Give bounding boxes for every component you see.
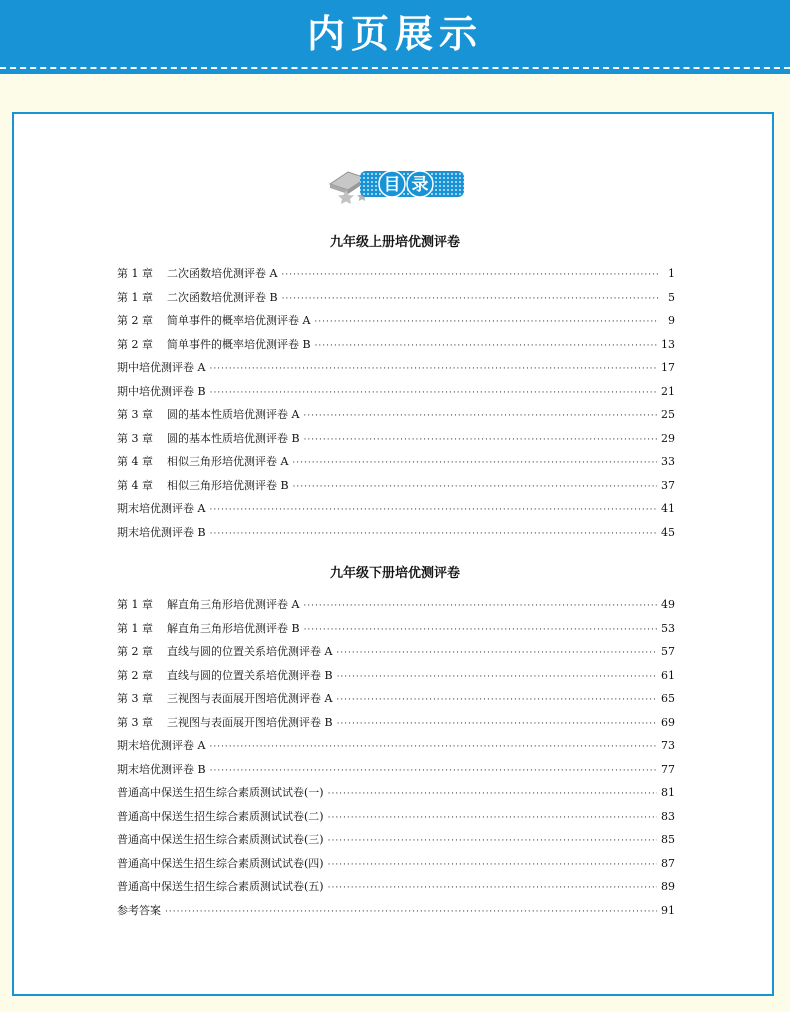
- toc-entry[interactable]: [117, 640, 675, 664]
- toc-entry[interactable]: [117, 781, 675, 805]
- toc-entry-label: 第 1 章 二次函数培优测评卷 B: [117, 290, 278, 304]
- toc-leader-dots: [209, 358, 657, 382]
- toc-entry-page: 57: [661, 645, 675, 658]
- toc-leader-dots: [210, 760, 657, 784]
- toc-entry-label: 第 1 章 解直角三角形培优测评卷 A: [117, 598, 300, 611]
- toc-leader-dots: [293, 476, 657, 500]
- toc-entry-label: 第 1 章 二次函数培优测评卷 A: [117, 267, 278, 280]
- toc-leader-dots: [328, 783, 657, 807]
- toc-entry-page: 69: [661, 715, 675, 729]
- toc-entry-page: 1: [668, 267, 675, 280]
- toc-entry-label: 第 3 章 圆的基本性质培优测评卷 B: [117, 431, 300, 445]
- toc-entry-label: 第 3 章 三视图与表面展开图培优测评卷 B: [117, 715, 333, 729]
- toc-entry-label: 第 4 章 相似三角形培优测评卷 A: [117, 455, 289, 468]
- toc-entry-page: 65: [661, 692, 675, 705]
- toc-entry[interactable]: [117, 427, 675, 451]
- toc-entry-label: 第 3 章 三视图与表面展开图培优测评卷 A: [117, 692, 333, 705]
- toc-leader-dots: [328, 807, 657, 831]
- toc-entry[interactable]: [117, 286, 675, 310]
- toc-entry[interactable]: [117, 687, 675, 711]
- toc-entry-page: 17: [661, 361, 675, 374]
- toc-entry-label: 普通高中保送生招生综合素质测试试卷(一): [117, 786, 324, 799]
- toc-entry[interactable]: [117, 403, 675, 427]
- toc-entry-label: 第 1 章 解直角三角形培优测评卷 B: [117, 621, 300, 635]
- toc-entry-page: 37: [661, 478, 675, 492]
- toc-entry-page: 81: [661, 786, 675, 799]
- badge-char-2: 录: [411, 175, 429, 195]
- toc-entry[interactable]: [117, 734, 675, 758]
- toc-leader-dots: [336, 642, 657, 666]
- toc-entry-page: 5: [668, 290, 675, 304]
- toc-entry-page: 89: [661, 880, 675, 893]
- section-title-lower: 九年级下册培优测评卷: [329, 566, 460, 581]
- toc-entry[interactable]: [117, 262, 675, 286]
- toc-entry-page: 53: [661, 621, 675, 635]
- toc-entry-page: 9: [668, 314, 675, 327]
- toc-entry-page: 85: [661, 833, 675, 846]
- toc-entry[interactable]: [117, 758, 675, 782]
- toc-entry-label: 普通高中保送生招生综合素质测试试卷(三): [117, 833, 324, 846]
- toc-leader-dots: [282, 288, 659, 312]
- toc-entry[interactable]: [117, 309, 675, 333]
- toc-leader-dots: [209, 736, 657, 760]
- toc-entry[interactable]: [117, 875, 675, 899]
- toc-entry-label: 期末培优测评卷 B: [117, 525, 206, 539]
- toc-leader-dots: [303, 595, 657, 619]
- toc-entry-label: 普通高中保送生招生综合素质测试试卷(五): [117, 880, 324, 893]
- toc-entry[interactable]: [117, 805, 675, 829]
- toc-entry[interactable]: [117, 450, 675, 474]
- section-title-upper: 九年级上册培优测评卷: [329, 235, 460, 250]
- toc-entry-page: 33: [661, 455, 675, 468]
- toc-entry[interactable]: [117, 380, 675, 404]
- toc-leader-dots: [315, 335, 657, 359]
- toc-entry[interactable]: [117, 711, 675, 735]
- toc-list-lower: [117, 593, 675, 922]
- toc-leader-dots: [209, 499, 657, 523]
- toc-entry-label: 第 2 章 简单事件的概率培优测评卷 B: [117, 337, 311, 351]
- toc-entry-page: 21: [661, 384, 675, 398]
- toc-list-upper: [117, 262, 675, 544]
- toc-entry-page: 29: [661, 431, 675, 445]
- toc-leader-dots: [337, 666, 657, 690]
- toc-entry-page: 13: [661, 337, 675, 351]
- toc-leader-dots: [328, 877, 657, 901]
- toc-entry-label: 第 2 章 直线与圆的位置关系培优测评卷 B: [117, 668, 333, 682]
- toc-entry-page: 73: [661, 739, 675, 752]
- toc-entry-label: 第 2 章 直线与圆的位置关系培优测评卷 A: [117, 645, 333, 658]
- toc-entry-page: 45: [661, 525, 675, 539]
- toc-entry-page: 49: [661, 598, 675, 611]
- toc-leader-dots: [292, 452, 657, 476]
- toc-entry-page: 91: [661, 903, 675, 917]
- banner-dashed-line: [0, 67, 790, 69]
- toc-entry[interactable]: [117, 521, 675, 545]
- contents-badge: [326, 164, 466, 204]
- toc-entry-label: 第 2 章 简单事件的概率培优测评卷 A: [117, 314, 311, 327]
- toc-leader-dots: [281, 264, 659, 288]
- toc-entry-page: 77: [661, 762, 675, 776]
- toc-entry-page: 41: [661, 502, 675, 515]
- toc-entry[interactable]: [117, 899, 675, 923]
- toc-entry-page: 87: [661, 856, 675, 870]
- toc-leader-dots: [165, 901, 657, 925]
- toc-leader-dots: [328, 830, 657, 854]
- toc-entry[interactable]: [117, 474, 675, 498]
- toc-entry-label: 期中培优测评卷 A: [117, 361, 206, 374]
- toc-entry-label: 第 4 章 相似三角形培优测评卷 B: [117, 478, 289, 492]
- toc-entry[interactable]: [117, 828, 675, 852]
- toc-entry[interactable]: [117, 617, 675, 641]
- toc-entry[interactable]: [117, 852, 675, 876]
- toc-entry-label: 期末培优测评卷 A: [117, 502, 206, 515]
- toc-entry-label: 普通高中保送生招生综合素质测试试卷(四): [117, 856, 324, 870]
- toc-entry-label: 期末培优测评卷 A: [117, 739, 206, 752]
- toc-entry-label: 第 3 章 圆的基本性质培优测评卷 A: [117, 408, 300, 421]
- toc-entry-page: 25: [661, 408, 675, 421]
- toc-entry-label: 普通高中保送生招生综合素质测试试卷(二): [117, 809, 324, 823]
- toc-leader-dots: [303, 405, 657, 429]
- toc-entry[interactable]: [117, 497, 675, 521]
- toc-leader-dots: [337, 713, 657, 737]
- toc-leader-dots: [210, 382, 657, 406]
- toc-entry-page: 83: [661, 809, 675, 823]
- badge-char-1: 目: [383, 175, 401, 195]
- toc-leader-dots: [304, 619, 657, 643]
- toc-leader-dots: [336, 689, 657, 713]
- toc-entry-label: 期末培优测评卷 B: [117, 762, 206, 776]
- header-banner: [0, 0, 790, 74]
- toc-entry-label: 期中培优测评卷 B: [117, 384, 206, 398]
- toc-leader-dots: [210, 523, 657, 547]
- toc-leader-dots: [314, 311, 659, 335]
- toc-leader-dots: [328, 854, 657, 878]
- toc-entry[interactable]: [117, 664, 675, 688]
- toc-entry-page: 61: [661, 668, 675, 682]
- toc-leader-dots: [304, 429, 657, 453]
- banner-title: 内页展示: [306, 12, 483, 56]
- toc-entry[interactable]: [117, 356, 675, 380]
- toc-entry-label: 参考答案: [117, 903, 161, 917]
- toc-entry[interactable]: [117, 593, 675, 617]
- toc-entry[interactable]: [117, 333, 675, 357]
